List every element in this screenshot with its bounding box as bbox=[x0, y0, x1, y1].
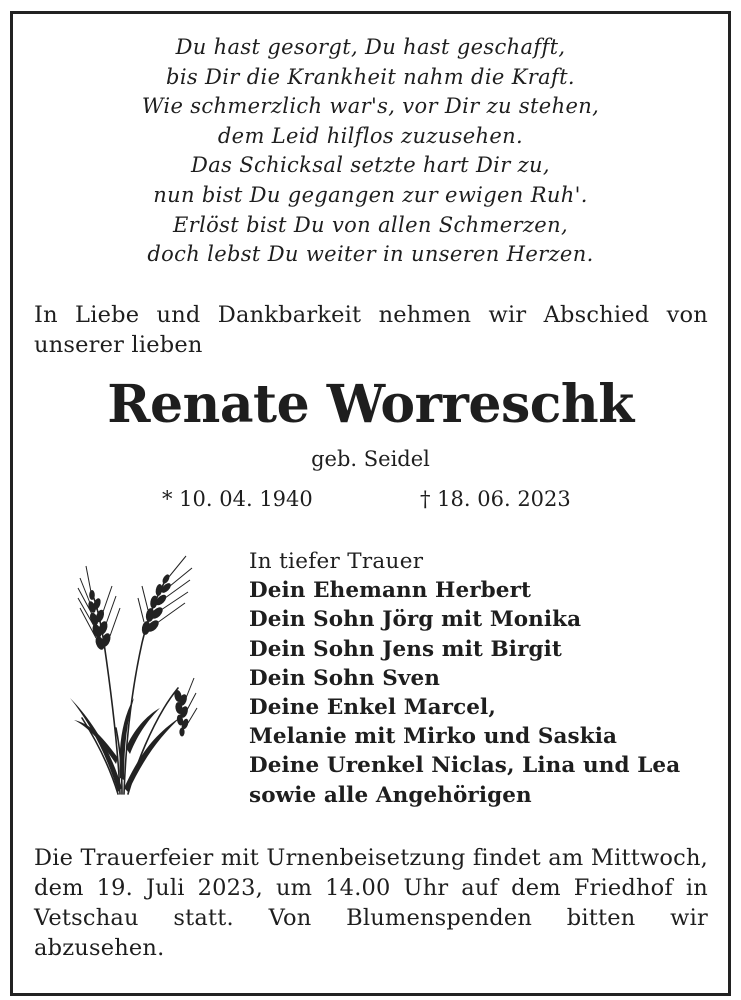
mourner-entry: Dein Sohn Jörg mit Monika bbox=[249, 607, 582, 633]
intro-text: In Liebe und Dankbarkeit nehmen wir Abschied von unserer lieben bbox=[34, 302, 708, 358]
death-date: † 18. 06. 2023 bbox=[420, 487, 571, 511]
wheat-ears-icon bbox=[60, 548, 198, 796]
mourner-entry: Melanie mit Mirko und Saskia bbox=[249, 724, 618, 750]
mourner-entry: Deine Enkel Marcel, bbox=[249, 695, 496, 721]
funeral-details: Die Trauerfeier mit Urnenbeisetzung findet am Mittwoch, dem 19. Juli 2023, um 14.00 Uhr auf dem Friedhof in Vetschau statt. Von Blumenspenden bitten wir abzusehen. bbox=[34, 845, 708, 961]
maiden-name: geb. Seidel bbox=[311, 447, 430, 471]
poem-line: Wie schmerzlich war's, vor Dir zu stehen, bbox=[141, 94, 600, 119]
poem bbox=[0, 33, 741, 270]
deceased-name: Renate Worreschk bbox=[107, 374, 634, 435]
birth-date: * 10. 04. 1940 bbox=[162, 487, 313, 511]
poem-line: bis Dir die Krankheit nahm die Kraft. bbox=[166, 64, 575, 89]
mourners-list bbox=[249, 547, 680, 810]
poem-line: Erlöst bist Du von allen Schmerzen, bbox=[173, 212, 568, 237]
poem-line: dem Leid hilflos zuzusehen. bbox=[217, 123, 524, 148]
poem-line: doch lebst Du weiter in unseren Herzen. bbox=[147, 242, 594, 267]
mourner-entry: sowie alle Angehörigen bbox=[249, 782, 532, 808]
poem-line: Du hast gesorgt, Du hast geschafft, bbox=[175, 35, 566, 59]
mourner-entry: Dein Sohn Sven bbox=[249, 665, 440, 691]
poem-line: Das Schicksal setzte hart Dir zu, bbox=[191, 153, 550, 178]
mourning-phrase: In tiefer Trauer bbox=[249, 549, 424, 574]
mourner-entry: Dein Ehemann Herbert bbox=[249, 578, 532, 604]
mourner-entry: Deine Urenkel Niclas, Lina und Lea bbox=[249, 753, 681, 779]
mourner-entry: Dein Sohn Jens mit Birgit bbox=[249, 636, 562, 662]
poem-line: nun bist Du gegangen zur ewigen Ruh'. bbox=[153, 182, 588, 207]
